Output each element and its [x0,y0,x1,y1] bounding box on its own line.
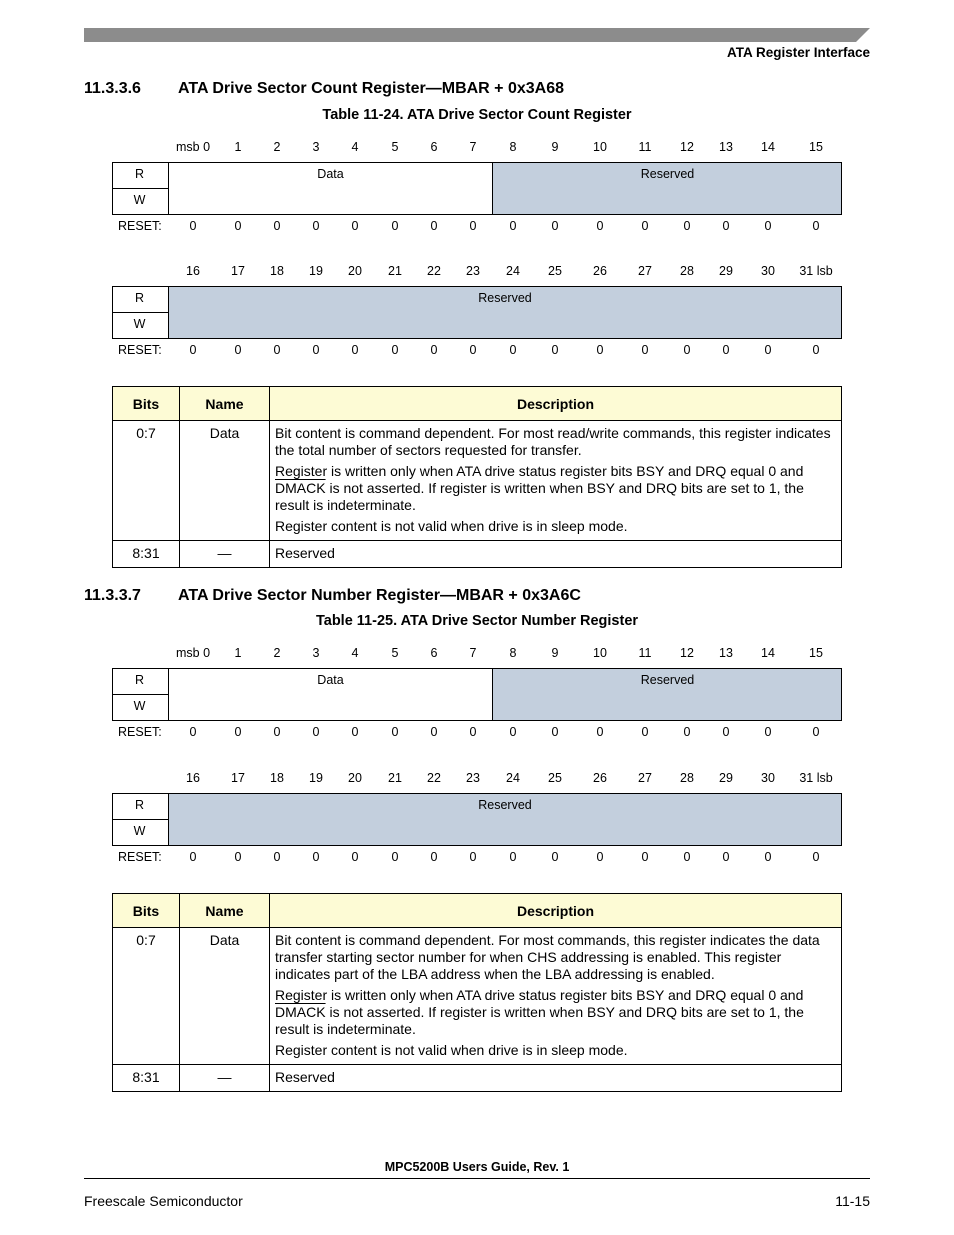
reset-value: 0 [351,725,359,739]
reset-value: 0 [430,725,438,739]
field-label: Data [317,167,344,181]
rw-divider [168,286,169,339]
field-label: Reserved [478,291,532,305]
bit-number: 30 [761,264,775,278]
table-row [113,1065,842,1092]
reset-value: 0 [812,850,820,864]
bit-number: 30 [761,771,775,785]
bit-number: 8 [509,140,517,154]
reset-value: 0 [391,725,399,739]
bit-number: 9 [551,646,559,660]
reset-value: 0 [683,219,691,233]
bit-number: 3 [312,140,320,154]
register-box [112,162,842,215]
footer-rule [84,1178,870,1179]
cell-bits: 8:31 [113,1065,180,1092]
reset-value: 0 [764,343,772,357]
reset-label: RESET: [118,850,162,864]
bit-number: 23 [466,264,480,278]
cell-description [270,421,842,541]
bit-number: 21 [388,771,402,785]
bit-number: 2 [273,140,281,154]
bit-number: 26 [593,264,607,278]
bit-number: 20 [348,264,362,278]
reset-value: 0 [551,725,559,739]
bit-number: 15 [809,140,823,154]
reset-value: 0 [683,850,691,864]
reset-value: 0 [189,725,197,739]
reset-value: 0 [596,850,604,864]
bit-number: 4 [351,140,359,154]
bit-number: 20 [348,771,362,785]
reset-value: 0 [273,850,281,864]
description-paragraph: Register content is not valid when drive is in sleep mode. [275,1042,628,1058]
table-row [113,421,842,541]
bit-number: 29 [719,264,733,278]
section-number: 11.3.3.6 [84,80,141,97]
reset-value: 0 [596,725,604,739]
bit-number: 19 [309,264,323,278]
bit-number: msb 0 [175,646,211,660]
description-paragraph: Bit content is command dependent. For most read/write commands, this register indicates the total number of sectors requested for transfer. [275,425,831,458]
bit-number: 16 [186,264,200,278]
bit-number: 21 [388,264,402,278]
reset-label: RESET: [118,219,162,233]
header-description: Description [270,387,842,421]
reset-value: 0 [596,219,604,233]
table-row [113,928,842,1065]
bit-number: 7 [469,140,477,154]
reset-value: 0 [551,219,559,233]
bit-number: 25 [548,264,562,278]
field-label: Reserved [478,798,532,812]
bit-number: 10 [593,646,607,660]
reset-value: 0 [683,343,691,357]
bit-number: 11 [638,646,652,660]
reset-value: 0 [312,725,320,739]
rw-divider [168,793,169,846]
reset-value: 0 [683,725,691,739]
rw-divider [168,668,169,721]
table-header-row [113,387,842,421]
bit-description-table [112,893,842,1092]
bit-number: 13 [719,140,733,154]
bit-number: 14 [761,140,775,154]
dmack-signal: DMACK [275,1004,326,1020]
running-header: ATA Register Interface [726,45,870,60]
reset-value: 0 [812,343,820,357]
reset-value: 0 [469,219,477,233]
rw-separator [112,819,168,820]
bit-number: 22 [427,264,441,278]
reset-value: 0 [234,725,242,739]
bit-number: 22 [427,771,441,785]
read-label: R [134,798,145,812]
cell-name: Data [180,928,270,1065]
reset-value: 0 [812,725,820,739]
header-bits: Bits [113,387,180,421]
reset-value: 0 [509,219,517,233]
register-box [112,668,842,721]
reset-value: 0 [312,850,320,864]
bit-number: 17 [231,771,245,785]
cell-name: Data [180,421,270,541]
reset-value: 0 [430,343,438,357]
read-label: R [134,673,145,687]
bit-number: 10 [593,140,607,154]
reset-value: 0 [312,343,320,357]
table-title: Table 11-24. ATA Drive Sector Count Register [322,107,632,123]
bit-number: 5 [391,140,399,154]
bit-number: 7 [469,646,477,660]
bit-number: 1 [234,646,242,660]
footer-company: Freescale Semiconductor [84,1193,243,1209]
cell-bits: 0:7 [113,421,180,541]
description-paragraph: Register is written only when ATA drive status register bits BSY and DRQ equal 0 and DMACK is not asserted. If register is written when BSY and DRQ bits are set to 1, the result is indeterminate. [275,987,804,1037]
description-paragraph: Bit content is command dependent. For most commands, this register indicates the data transfer starting sector number for when CHS addressing is enabled. This register indicates part of the LBA address when the LBA addressing is enabled. [275,932,820,982]
cell-name: — [180,1065,270,1092]
header-name: Name [180,894,270,928]
bit-number: 4 [351,646,359,660]
reset-value: 0 [273,219,281,233]
read-label: R [134,291,145,305]
field-label: Reserved [640,167,695,181]
reset-value: 0 [596,343,604,357]
reset-label: RESET: [118,725,162,739]
reset-value: 0 [430,850,438,864]
reset-value: 0 [812,219,820,233]
section-heading [84,80,564,98]
reset-value: 0 [234,219,242,233]
write-label: W [133,317,146,331]
reset-value: 0 [189,219,197,233]
reset-value: 0 [509,725,517,739]
bit-number: 31 lsb [799,264,833,278]
rw-separator [112,188,168,189]
footer-guide-title: MPC5200B Users Guide, Rev. 1 [384,1160,570,1174]
bit-number: 19 [309,771,323,785]
bit-number: 3 [312,646,320,660]
reset-value: 0 [722,725,730,739]
cell-description: Reserved [270,1065,842,1092]
reset-value: 0 [641,725,649,739]
bit-number: msb 0 [175,140,211,154]
reset-value: 0 [722,219,730,233]
reset-value: 0 [509,850,517,864]
reset-value: 0 [189,850,197,864]
bit-number: 17 [231,264,245,278]
header-name: Name [180,387,270,421]
reset-value: 0 [351,850,359,864]
register-box [112,793,842,846]
reset-value: 0 [551,343,559,357]
section-heading [84,587,581,605]
reset-value: 0 [641,219,649,233]
reset-value: 0 [722,343,730,357]
reset-value: 0 [273,343,281,357]
bit-number: 18 [270,264,284,278]
bit-number: 1 [234,140,242,154]
cell-bits: 0:7 [113,928,180,1065]
reset-value: 0 [234,850,242,864]
cell-description [270,928,842,1065]
reset-value: 0 [391,343,399,357]
section-title: ATA Drive Sector Count Register—MBAR + 0x3A68 [178,80,565,97]
bit-number: 16 [186,771,200,785]
bit-description-table [112,386,842,568]
register-box [112,286,842,339]
bit-number: 15 [809,646,823,660]
reset-value: 0 [764,850,772,864]
table-row [113,541,842,568]
bit-number: 24 [506,771,520,785]
reset-value: 0 [469,343,477,357]
reset-label: RESET: [118,343,162,357]
bit-number: 5 [391,646,399,660]
bit-number: 24 [506,264,520,278]
bit-number: 26 [593,771,607,785]
bit-number: 25 [548,771,562,785]
cell-bits: 8:31 [113,541,180,568]
write-label: W [133,699,146,713]
cell-description: Reserved [270,541,842,568]
reset-value: 0 [469,725,477,739]
bit-number: 23 [466,771,480,785]
description-paragraph: Register is written only when ATA drive status register bits BSY and DRQ equal 0 and DMACK is not asserted. If register is written when BSY and DRQ bits are set to 1, the result is indeterminate. [275,463,804,513]
bit-number: 12 [680,140,694,154]
header-description: Description [270,894,842,928]
reset-value: 0 [391,850,399,864]
bit-number: 9 [551,140,559,154]
reset-value: 0 [234,343,242,357]
bit-number: 6 [430,646,438,660]
cell-name: — [180,541,270,568]
reset-value: 0 [641,343,649,357]
bit-number: 8 [509,646,517,660]
reset-value: 0 [430,219,438,233]
bit-number: 14 [761,646,775,660]
read-label: R [134,167,145,181]
dmack-signal: DMACK [275,480,326,496]
write-label: W [133,824,146,838]
bit-number: 6 [430,140,438,154]
header-bits: Bits [113,894,180,928]
bit-number: 2 [273,646,281,660]
section-number: 11.3.3.7 [84,587,141,604]
field-label: Data [317,673,344,687]
reset-value: 0 [351,219,359,233]
section-title: ATA Drive Sector Number Register—MBAR + 0x3A6C [178,587,581,604]
rw-divider [168,162,169,215]
bit-number: 28 [680,264,694,278]
reset-value: 0 [469,850,477,864]
reset-value: 0 [764,219,772,233]
bit-number: 12 [680,646,694,660]
reset-value: 0 [391,219,399,233]
rw-separator [112,694,168,695]
table-header-row [113,894,842,928]
table-title: Table 11-25. ATA Drive Sector Number Register [315,613,639,629]
reset-value: 0 [551,850,559,864]
field-label: Reserved [640,673,695,687]
bit-number: 27 [638,264,652,278]
bit-number: 29 [719,771,733,785]
reset-value: 0 [351,343,359,357]
reset-value: 0 [312,219,320,233]
bit-number: 13 [719,646,733,660]
reset-value: 0 [273,725,281,739]
bit-number: 18 [270,771,284,785]
header-bar [84,28,870,42]
reset-value: 0 [722,850,730,864]
bit-number: 28 [680,771,694,785]
bit-number: 27 [638,771,652,785]
rw-separator [112,312,168,313]
reset-value: 0 [189,343,197,357]
reset-value: 0 [641,850,649,864]
bit-number: 31 lsb [799,771,833,785]
description-paragraph: Register content is not valid when drive is in sleep mode. [275,518,628,534]
bit-number: 11 [638,140,652,154]
write-label: W [133,193,146,207]
reset-value: 0 [509,343,517,357]
footer-page-number: 11-15 [835,1193,870,1209]
reset-value: 0 [764,725,772,739]
